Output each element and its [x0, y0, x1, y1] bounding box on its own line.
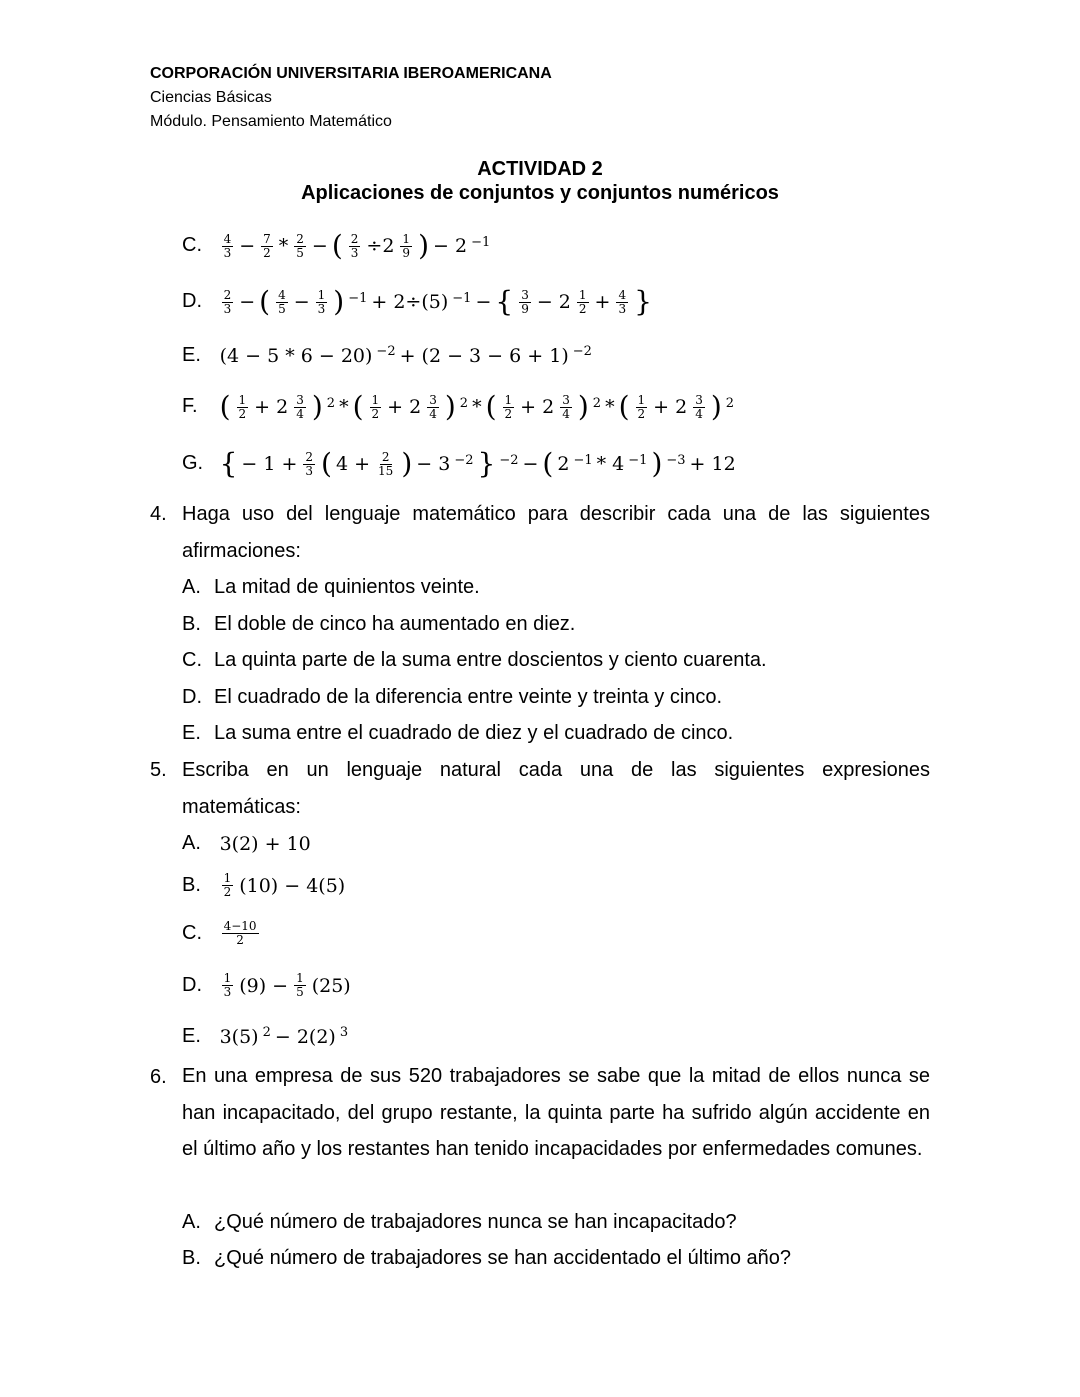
item-label: A. — [182, 1211, 201, 1233]
item-label: B. — [182, 1247, 201, 1269]
module-name: Módulo. Pensamiento Matemático — [150, 113, 392, 130]
exercise-g — [182, 447, 736, 480]
item-text: ¿Qué número de trabajadores se han accidentado el último año? — [214, 1247, 792, 1269]
question-6-number: 6. — [150, 1066, 167, 1088]
math-expression: 3(5) $^2$ − 2(2) $^3$ — [219, 1025, 349, 1048]
item-text: La suma entre el cuadrado de diez y el cuadrado de cinco. — [214, 722, 734, 744]
item-label: C. — [182, 921, 202, 944]
q4-item-c — [182, 649, 767, 672]
math-expression: 2 3 − ( 4 5 − 1 3 ) $^{-1}$ + 2÷(5) $^{-1}$ − { 3 9 − 2 1 2 + 4 3 } — [223, 285, 652, 318]
item-label: F. — [182, 395, 198, 418]
institution-name: CORPORACIÓN UNIVERSITARIA IBEROAMERICANA — [150, 65, 552, 82]
math-expression: 3(2) + 10 — [219, 832, 311, 855]
department-name: Ciencias Básicas — [150, 89, 272, 106]
math-expression: { − 1 + 2 3 ( 4 + 2 15 ) − 3 $^{-2}$ } $^{-2}$ − ( 2 $^{-1}$ * 4 $^{-1}$ ) $^{-3}$ + 12 — [219, 447, 736, 480]
item-text: El cuadrado de la diferencia entre veinte y treinta y cinco. — [214, 686, 723, 708]
q5-item-e — [182, 1025, 348, 1048]
q6-item-b — [182, 1247, 791, 1270]
item-label: C. — [182, 649, 202, 671]
item-text: La quinta parte de la suma entre doscientos y ciento cuarenta. — [214, 649, 767, 671]
item-text: ¿Qué número de trabajadores nunca se han incapacitado? — [214, 1211, 737, 1233]
math-expression: 4−10 2 — [223, 919, 257, 947]
item-label: E. — [182, 1025, 201, 1047]
q5-item-a — [182, 832, 311, 855]
exercise-e — [182, 344, 592, 367]
math-expression: 1 3 (9) − 1 5 (25) — [223, 971, 351, 999]
question-4-number: 4. — [150, 503, 167, 525]
q6-item-a — [182, 1211, 737, 1234]
q4-item-a — [182, 576, 480, 599]
item-label: E. — [182, 344, 201, 366]
q4-item-d — [182, 686, 722, 709]
q5-item-c — [182, 920, 261, 947]
item-label: B. — [182, 873, 201, 896]
activity-title: ACTIVIDAD 2 — [477, 158, 603, 180]
item-label: A. — [182, 576, 201, 598]
item-label: G. — [182, 452, 204, 475]
item-label: D. — [182, 290, 202, 313]
q4-item-b — [182, 613, 575, 636]
question-5-text: Escriba en un lenguaje natural cada una de las siguientes expresiones matemáticas: — [182, 759, 930, 818]
item-label: A. — [182, 832, 201, 854]
exercise-d — [182, 285, 652, 318]
activity-subtitle: Aplicaciones de conjuntos y conjuntos numéricos — [301, 182, 779, 204]
exercise-c — [182, 229, 491, 262]
item-label: C. — [182, 234, 202, 257]
item-text: El doble de cinco ha aumentado en diez. — [214, 613, 576, 635]
item-label: D. — [182, 686, 202, 708]
math-expression: (4 − 5 * 6 − 20) $^{-2}$ + (2 − 3 − 6 + 1) $^{-2}$ — [219, 344, 592, 367]
question-5-number: 5. — [150, 759, 167, 781]
item-label: D. — [182, 973, 202, 996]
q4-item-e — [182, 722, 733, 745]
item-label: E. — [182, 722, 201, 744]
question-6-text: En una empresa de sus 520 trabajadores se sabe que la mitad de ellos nunca se han incapacitado, del grupo restante, la quinta parte ha sufrido algún accidente en el último año y los restantes han tenido incapacidades por enfermedades comunes. — [182, 1065, 930, 1160]
item-label: B. — [182, 613, 201, 635]
item-text: La mitad de quinientos veinte. — [214, 576, 480, 598]
math-expression: 1 2 (10) − 4(5) — [223, 871, 346, 899]
question-4-text: Haga uso del lenguaje matemático para describir cada una de las siguientes afirmaciones: — [182, 503, 930, 562]
q5-item-d — [182, 972, 351, 999]
exercise-f — [182, 390, 735, 423]
q5-item-b — [182, 872, 345, 899]
math-expression: 4 3 − 7 2 * 2 5 − ( 2 3 ÷2 1 9 ) − 2 $^{-1}$ — [223, 229, 491, 262]
math-expression: ( 1 2 + 2 3 4 ) $^2$ * ( 1 2 + 2 3 4 ) $^2$ * ( 1 2 + 2 3 4 ) $^2$ * ( 1 2 + 2 3 4 ) $^2$ — [219, 390, 735, 423]
